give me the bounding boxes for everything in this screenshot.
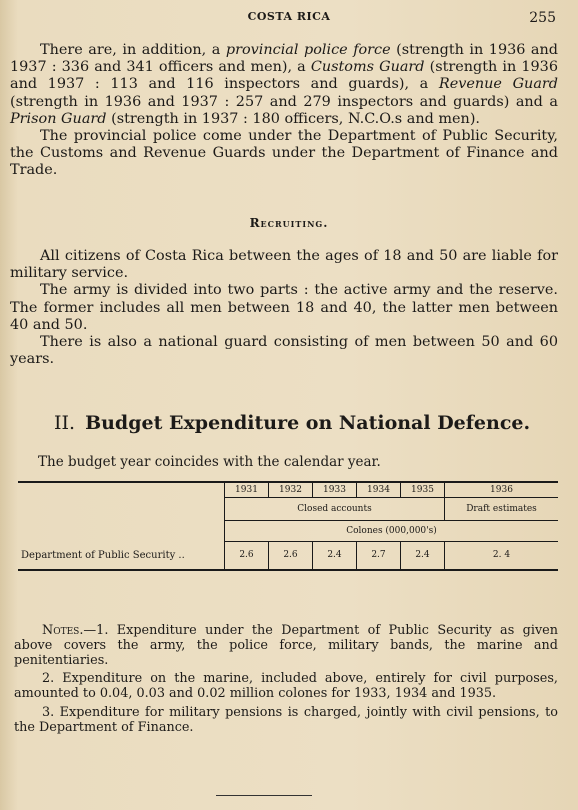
text-run: (strength in 1936 and 1937 : 336 and 341 officers and men), a <box>10 42 558 76</box>
value-cell: 2.6 <box>225 542 269 570</box>
year-header: 1935 <box>401 482 445 498</box>
year-header: 1934 <box>357 482 401 498</box>
year-header: 1931 <box>225 482 269 498</box>
emphasis-revenue-guard: Revenue Guard <box>438 76 558 93</box>
empty-cell <box>18 482 225 498</box>
recruiting-paragraph-2: The army is divided into two parts : the active army and the reserve. The former includes all men between 18 and 40, the latter men between 40 and 50. <box>10 282 558 333</box>
note-3: 3. Expenditure for military pensions is charged, jointly with civil pensions, to the Department of Finance. <box>14 704 558 735</box>
value-cell: 2.4 <box>313 542 357 570</box>
value-cell: 2. 4 <box>445 542 559 570</box>
unit-label: Colones (000,000's) <box>225 521 559 542</box>
budget-year-note: The budget year coincides with the calendar year. <box>38 454 381 470</box>
year-header: 1932 <box>269 482 313 498</box>
closed-accounts-label: Closed accounts <box>225 498 445 521</box>
row-label: Department of Public Security .. <box>21 549 185 561</box>
budget-table <box>18 481 558 571</box>
text-run: There are, in addition, a <box>40 42 226 58</box>
notes-section <box>14 624 558 740</box>
text-run: (strength in 1937 : 180 officers, N.C.O.s and men). <box>106 110 481 127</box>
note-2: 2. Expenditure on the marine, included above, entirely for civil purposes, amounted to 0.04, 0.03 and 0.02 million colones for 1933, 1934 and 1935. <box>14 671 558 702</box>
recruiting-heading: Recruiting. <box>249 216 329 230</box>
note-label: Notes.—1. <box>42 623 109 638</box>
year-header: 1936 <box>445 482 559 498</box>
note-text: Expenditure under the Department of Public Security as given above covers the army, the police force, military bands, the marine and penitentiaries. <box>14 623 558 668</box>
chapter-heading <box>54 412 530 434</box>
value-cell: 2.6 <box>269 542 313 570</box>
empty-cell <box>18 521 225 542</box>
value-cell: 2.7 <box>357 542 401 570</box>
chapter-title: Budget Expenditure on National Defence. <box>85 412 531 434</box>
emphasis-customs-guard: Customs Guard <box>310 59 425 76</box>
text-run: (strength in 1936 and 1937 : 113 and 116 inspectors and guards), a <box>10 59 558 93</box>
empty-cell <box>18 498 225 521</box>
intro-paragraph-1 <box>10 42 558 128</box>
emphasis-prison-guard: Prison Guard <box>10 110 107 127</box>
text-run: (strength in 1936 and 1937 : 257 and 279 inspectors and guards) and a <box>10 93 558 110</box>
running-header: COSTA RICA <box>247 10 331 23</box>
draft-estimates-label: Draft estimates <box>445 498 559 521</box>
recruiting-paragraph-1: All citizens of Costa Rica between the ages of 18 and 50 are liable for military service. <box>10 248 558 282</box>
recruiting-section <box>10 248 558 368</box>
note-1 <box>14 624 558 668</box>
footer-rule <box>216 795 312 796</box>
emphasis-provincial-police: provincial police force <box>225 42 391 58</box>
intro-paragraph-2: The provincial police come under the Department of Public Security, the Customs and Revenue Guards under the Department of Finance and Trade. <box>10 128 558 179</box>
year-header: 1933 <box>313 482 357 498</box>
recruiting-paragraph-3: There is also a national guard consisting of men between 50 and 60 years. <box>10 334 558 368</box>
page-number: 255 <box>529 10 556 26</box>
value-cell: 2.4 <box>401 542 445 570</box>
chapter-number: II. <box>54 412 76 434</box>
intro-section <box>10 42 558 180</box>
